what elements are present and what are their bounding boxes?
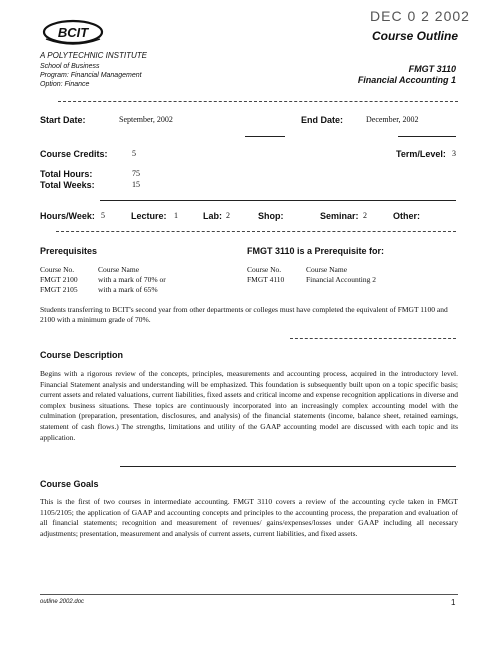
total-weeks-label: Total Weeks: [40, 180, 95, 190]
prereq-for-row-name: Financial Accounting 2 [306, 275, 376, 284]
course-name: Financial Accounting 1 [357, 75, 456, 85]
end-date-label: End Date: [301, 115, 344, 125]
prereq-row-no: FMGT 2100 [40, 275, 78, 284]
description-heading: Course Description [40, 350, 124, 360]
prereq-for-col-no: Course No. [247, 265, 282, 274]
prereq-heading: Prerequisites [40, 246, 98, 256]
prereq-for-row-no: FMGT 4110 [247, 275, 285, 284]
option-name: Option: Finance [40, 81, 90, 88]
other-label: Other: [393, 211, 420, 221]
course-code: FMGT 3110 [408, 64, 456, 74]
lab-value: 2 [226, 211, 230, 220]
term-value: 3 [452, 149, 456, 158]
end-date-value: December, 2002 [366, 115, 419, 124]
program-name: Program: Financial Management [40, 72, 142, 79]
doc-title: Course Outline [371, 29, 458, 43]
transfer-divider [290, 338, 456, 339]
lecture-label: Lecture: [131, 211, 167, 221]
prereq-row-no: FMGT 2105 [40, 285, 78, 294]
term-label: Term/Level: [396, 149, 446, 159]
lecture-value: 1 [174, 211, 178, 220]
prereq-for-col-name: Course Name [306, 265, 348, 274]
hours-week-label: Hours/Week: [40, 211, 95, 221]
credits-value: 5 [132, 149, 136, 158]
credits-label: Course Credits: [40, 149, 108, 159]
hours-divider [56, 231, 456, 232]
seminar-value: 2 [363, 211, 367, 220]
transfer-note: Students transferring to BCIT's second year from other departments or colleges must have completed the equivalent of FMGT 1100 and 2100 with a minimum grade of 70%. [40, 305, 448, 324]
totals-divider [100, 200, 456, 201]
bcit-logo [40, 18, 104, 48]
dates-divider-left [245, 136, 285, 137]
seminar-label: Seminar: [320, 211, 359, 221]
hours-week-value: 5 [101, 211, 105, 220]
total-hours-value: 75 [132, 169, 140, 178]
footer-filename: outline 2002.doc [40, 599, 85, 605]
shop-label: Shop: [258, 211, 284, 221]
prereq-for-heading: FMGT 3110 is a Prerequisite for: [247, 246, 385, 256]
goals-heading: Course Goals [40, 479, 99, 489]
description-text: Begins with a rigorous review of the concepts, principles, measurements and accounting process, acquired in the introductory level. Financial Statement analysis and understanding will be emphasized. This foundation is subsequently built upon on a topic specific basis; current assets and related valuations, current liabilities, fixed assets and critical income and expense recognition applications in diverse and complex business situations. These topics are continuously incorporated into an increasingly complex accounting model with the culmination (preparation, presentation, disclosures, and analysis) of the financial statements (income, balance sheet, retained earnings, statement of cash flows.) The strengths, limitations and utility of the GAAP accounting model are discussed with each topic and its application. [40, 369, 458, 442]
start-date-value: September, 2002 [119, 115, 173, 124]
school-name: School of Business [40, 63, 100, 70]
prereq-col-no: Course No. [40, 265, 75, 274]
lab-label: Lab: [203, 211, 222, 221]
prereq-row-name: with a mark of 70% or [98, 275, 166, 284]
description-divider [120, 466, 456, 467]
header-divider [58, 101, 458, 102]
goals-text: This is the first of two courses in intermediate accounting. FMGT 3110 covers a review of the accounting cycle taken in FMGT 1105/2105; the application of GAAP and accounting concepts and principles to the accounting process, the preparation and evaluation of all financial statements; recognition and measurement of revenues/ gains/expenses/losses under GAAP including all necessary adjustments; presentation, measurement and analysis of current assets, current liabilities, and fixed assets. [40, 497, 458, 538]
received-stamp: DEC 0 2 2002 [370, 8, 470, 24]
page-number: 1 [451, 598, 456, 607]
dates-divider-right [398, 136, 456, 137]
prereq-row-name: with a mark of 65% [98, 285, 158, 294]
polytechnic-tagline: A POLYTECHNIC INSTITUTE [40, 51, 147, 60]
footer-rule [40, 594, 458, 595]
start-date-label: Start Date: [40, 115, 86, 125]
total-hours-label: Total Hours: [40, 169, 93, 179]
total-weeks-value: 15 [132, 180, 140, 189]
prereq-col-name: Course Name [98, 265, 140, 274]
logo-text: BCIT [57, 25, 89, 40]
